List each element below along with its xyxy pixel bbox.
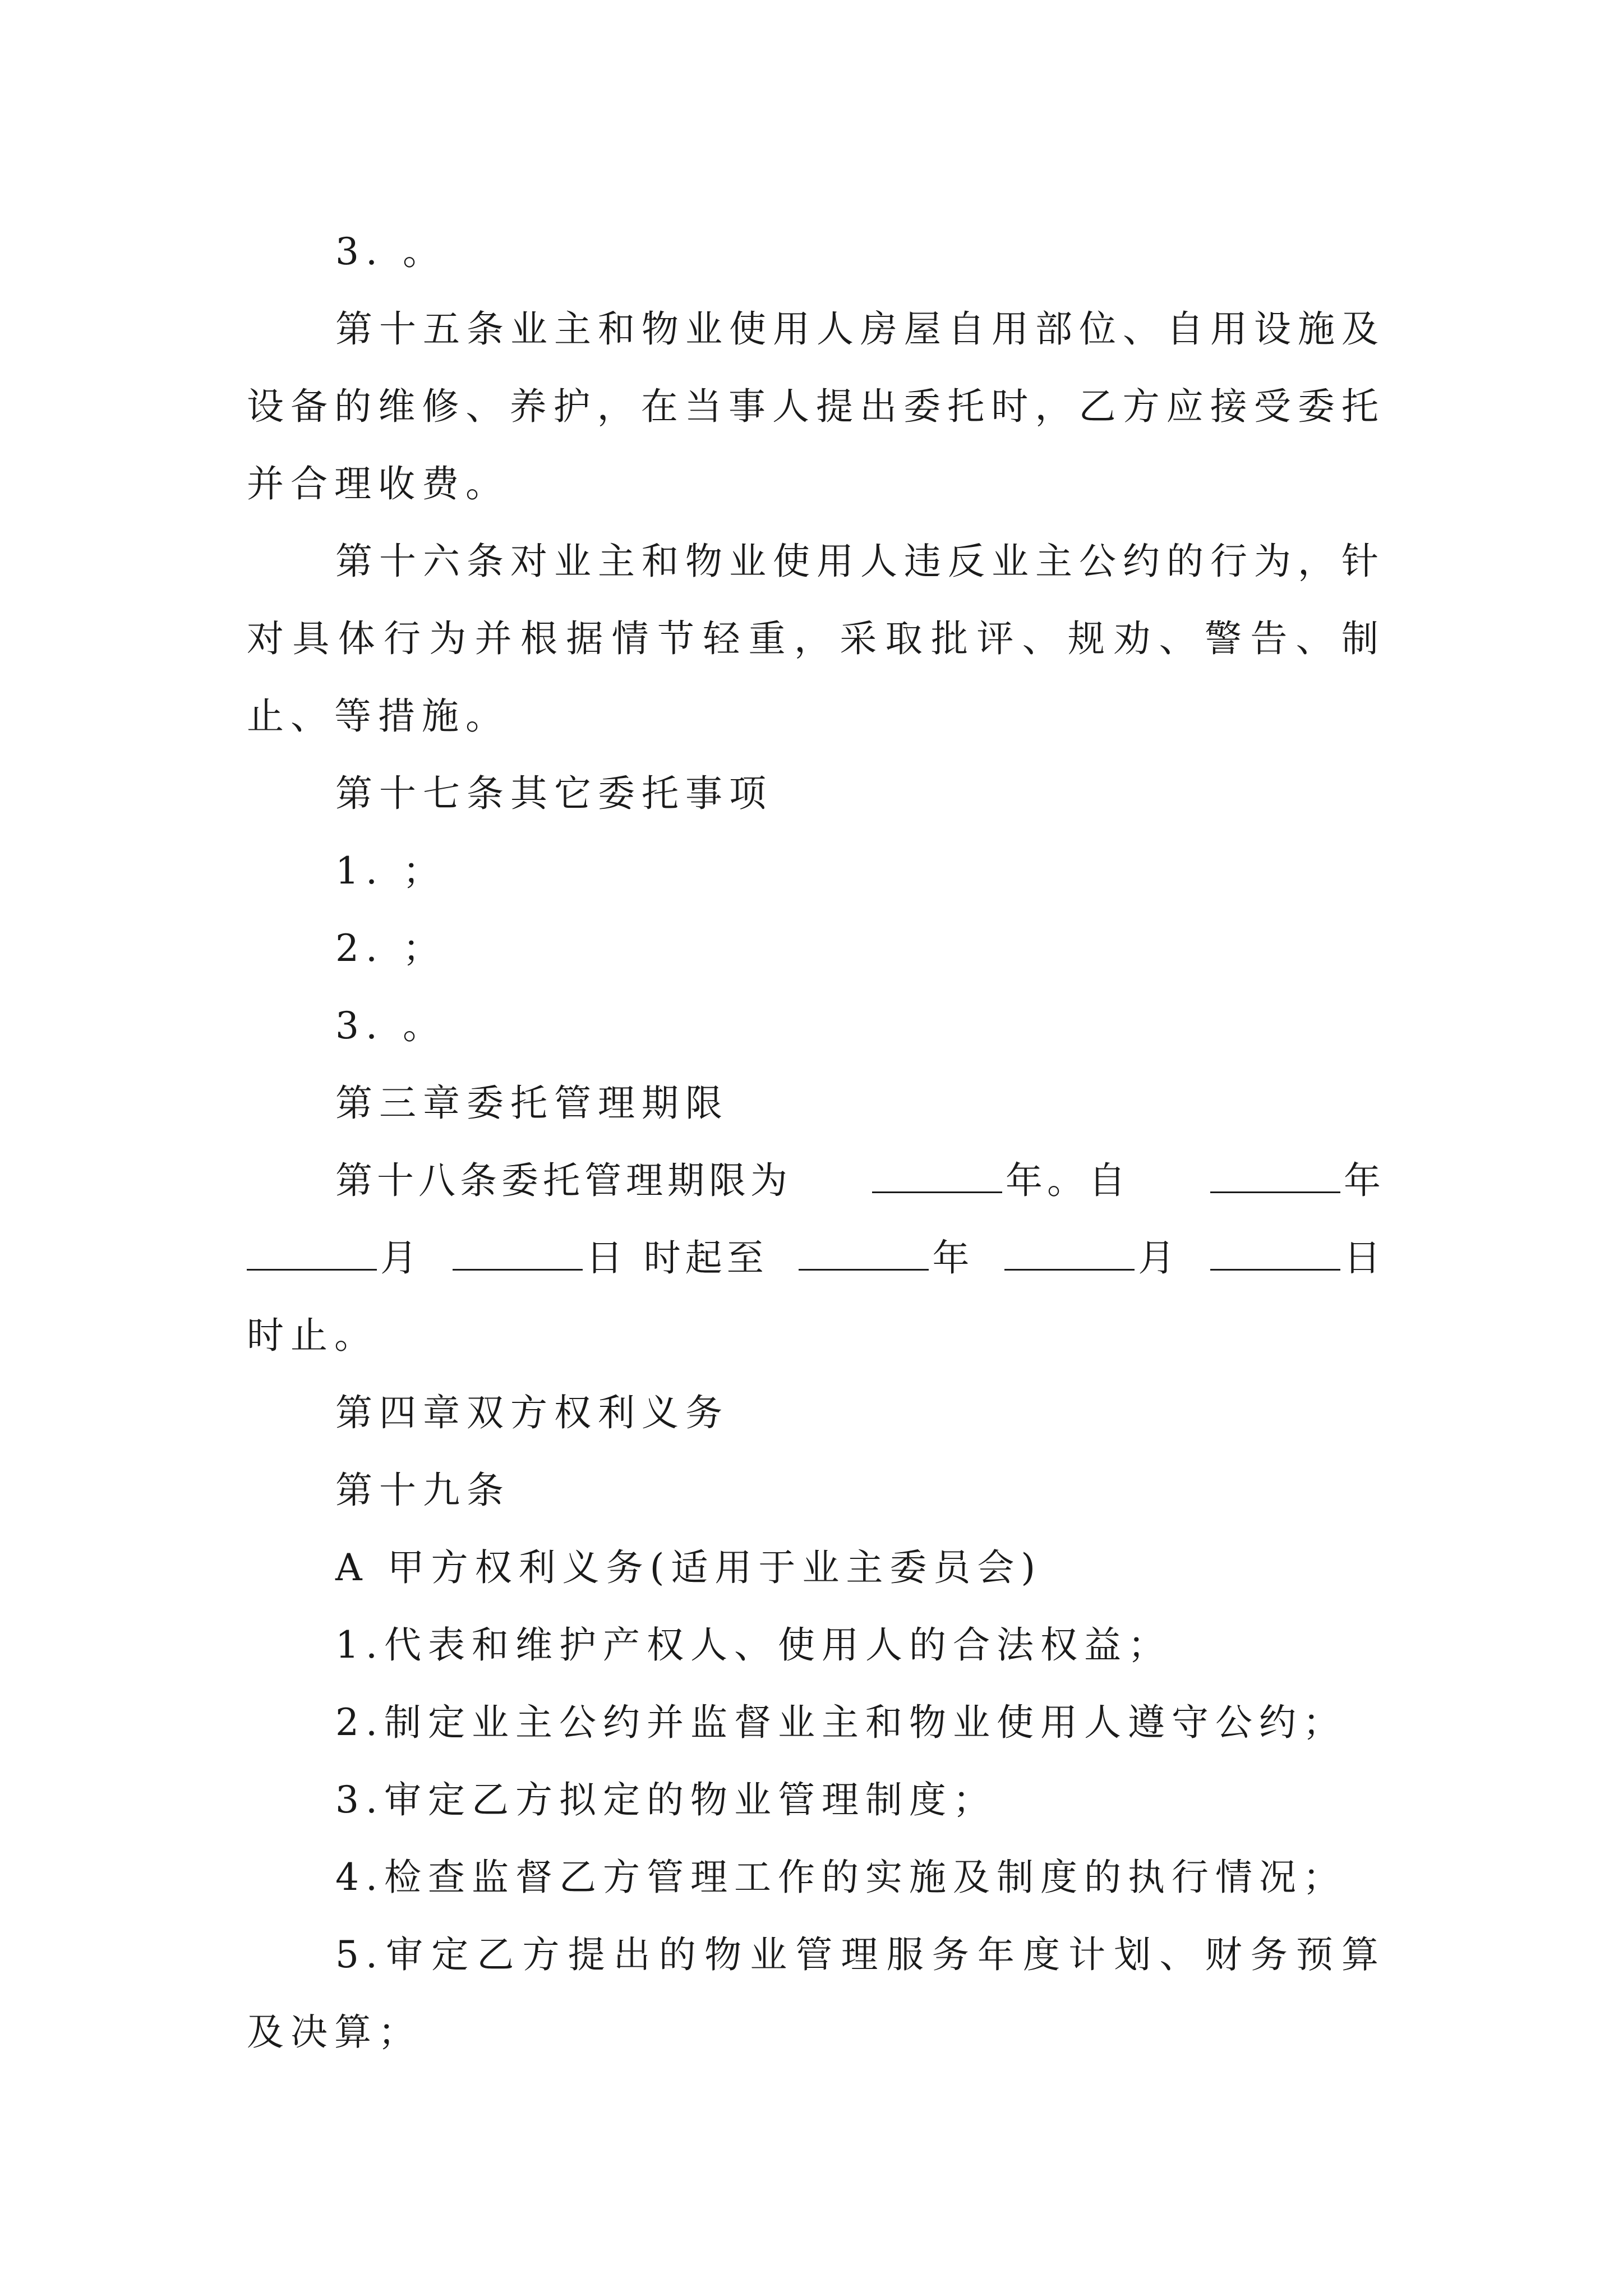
day-until-label: 日 时起至 (585, 1236, 768, 1280)
end-day-label: 日 (1343, 1236, 1385, 1280)
article-19-heading: 第十九条 (335, 1469, 510, 1512)
end-day-segment (1207, 1220, 1385, 1297)
party-a-item-5: 5.审定乙方提出的物业管理服务年度计划、财务预算及决算； (247, 1933, 1385, 2054)
end-year-label: 年 (932, 1236, 974, 1280)
chapter-4-heading: 第四章双方权利义务 (335, 1391, 729, 1434)
year-from-label: 年。自 (1006, 1159, 1130, 1202)
year-segment (869, 1142, 1130, 1220)
blank-start-day (453, 1232, 583, 1271)
list-item-3: 3. 。 (335, 230, 446, 273)
blank-years (872, 1154, 1002, 1193)
end-month-segment (1001, 1220, 1179, 1297)
article-16: 第十六条对业主和物业使用人违反业主公约的行为，针对具体行为并根据情节轻重，采取批评、规劝、警告、制止、等措施。 (247, 540, 1385, 738)
party-a-item-2: 2.制定业主公约并监督业主和物业使用人遵守公约； (335, 1701, 1347, 1744)
blank-end-year (799, 1232, 929, 1271)
year-label: 年 (1344, 1159, 1385, 1202)
article-15: 第十五条业主和物业使用人房屋自用部位、自用设施及设备的维修、养护，在当事人提出委托时，乙方应接受委托并合理收费。 (247, 307, 1385, 505)
article-18-line-1 (247, 1142, 1385, 1220)
document-body (247, 213, 1385, 2071)
list-item-2: 2. ； (335, 927, 446, 970)
blank-end-month (1004, 1232, 1135, 1271)
start-month-segment (247, 1220, 422, 1297)
end-month-label: 月 (1138, 1236, 1180, 1280)
party-a-rights-heading: A 甲方权利义务(适用于业主委员会) (335, 1546, 1043, 1589)
article-17-heading: 第十七条其它委托事项 (335, 772, 773, 815)
blank-start-month (247, 1232, 377, 1271)
blank-end-day (1210, 1232, 1340, 1271)
end-year-segment (795, 1220, 974, 1297)
chapter-3-heading: 第三章委托管理期限 (335, 1082, 729, 1125)
list-item-3b: 3. 。 (335, 1004, 446, 1047)
start-day-segment (449, 1220, 768, 1297)
party-a-item-4: 4.检查监督乙方管理工作的实施及制度的执行情况； (335, 1856, 1347, 1899)
blank-start-year (1210, 1154, 1340, 1193)
start-year-segment (1207, 1142, 1385, 1220)
article-18-end: 时止。 (247, 1314, 378, 1357)
list-item-1: 1. ； (335, 849, 446, 892)
month-label: 月 (380, 1236, 422, 1280)
article-18-text: 第十八条委托管理期限为 (335, 1159, 792, 1202)
party-a-item-3: 3.审定乙方拟定的物业管理制度； (335, 1778, 997, 1821)
party-a-item-1: 1.代表和维护产权人、使用人的合法权益； (335, 1623, 1172, 1667)
article-18-line-2 (247, 1220, 1385, 1297)
